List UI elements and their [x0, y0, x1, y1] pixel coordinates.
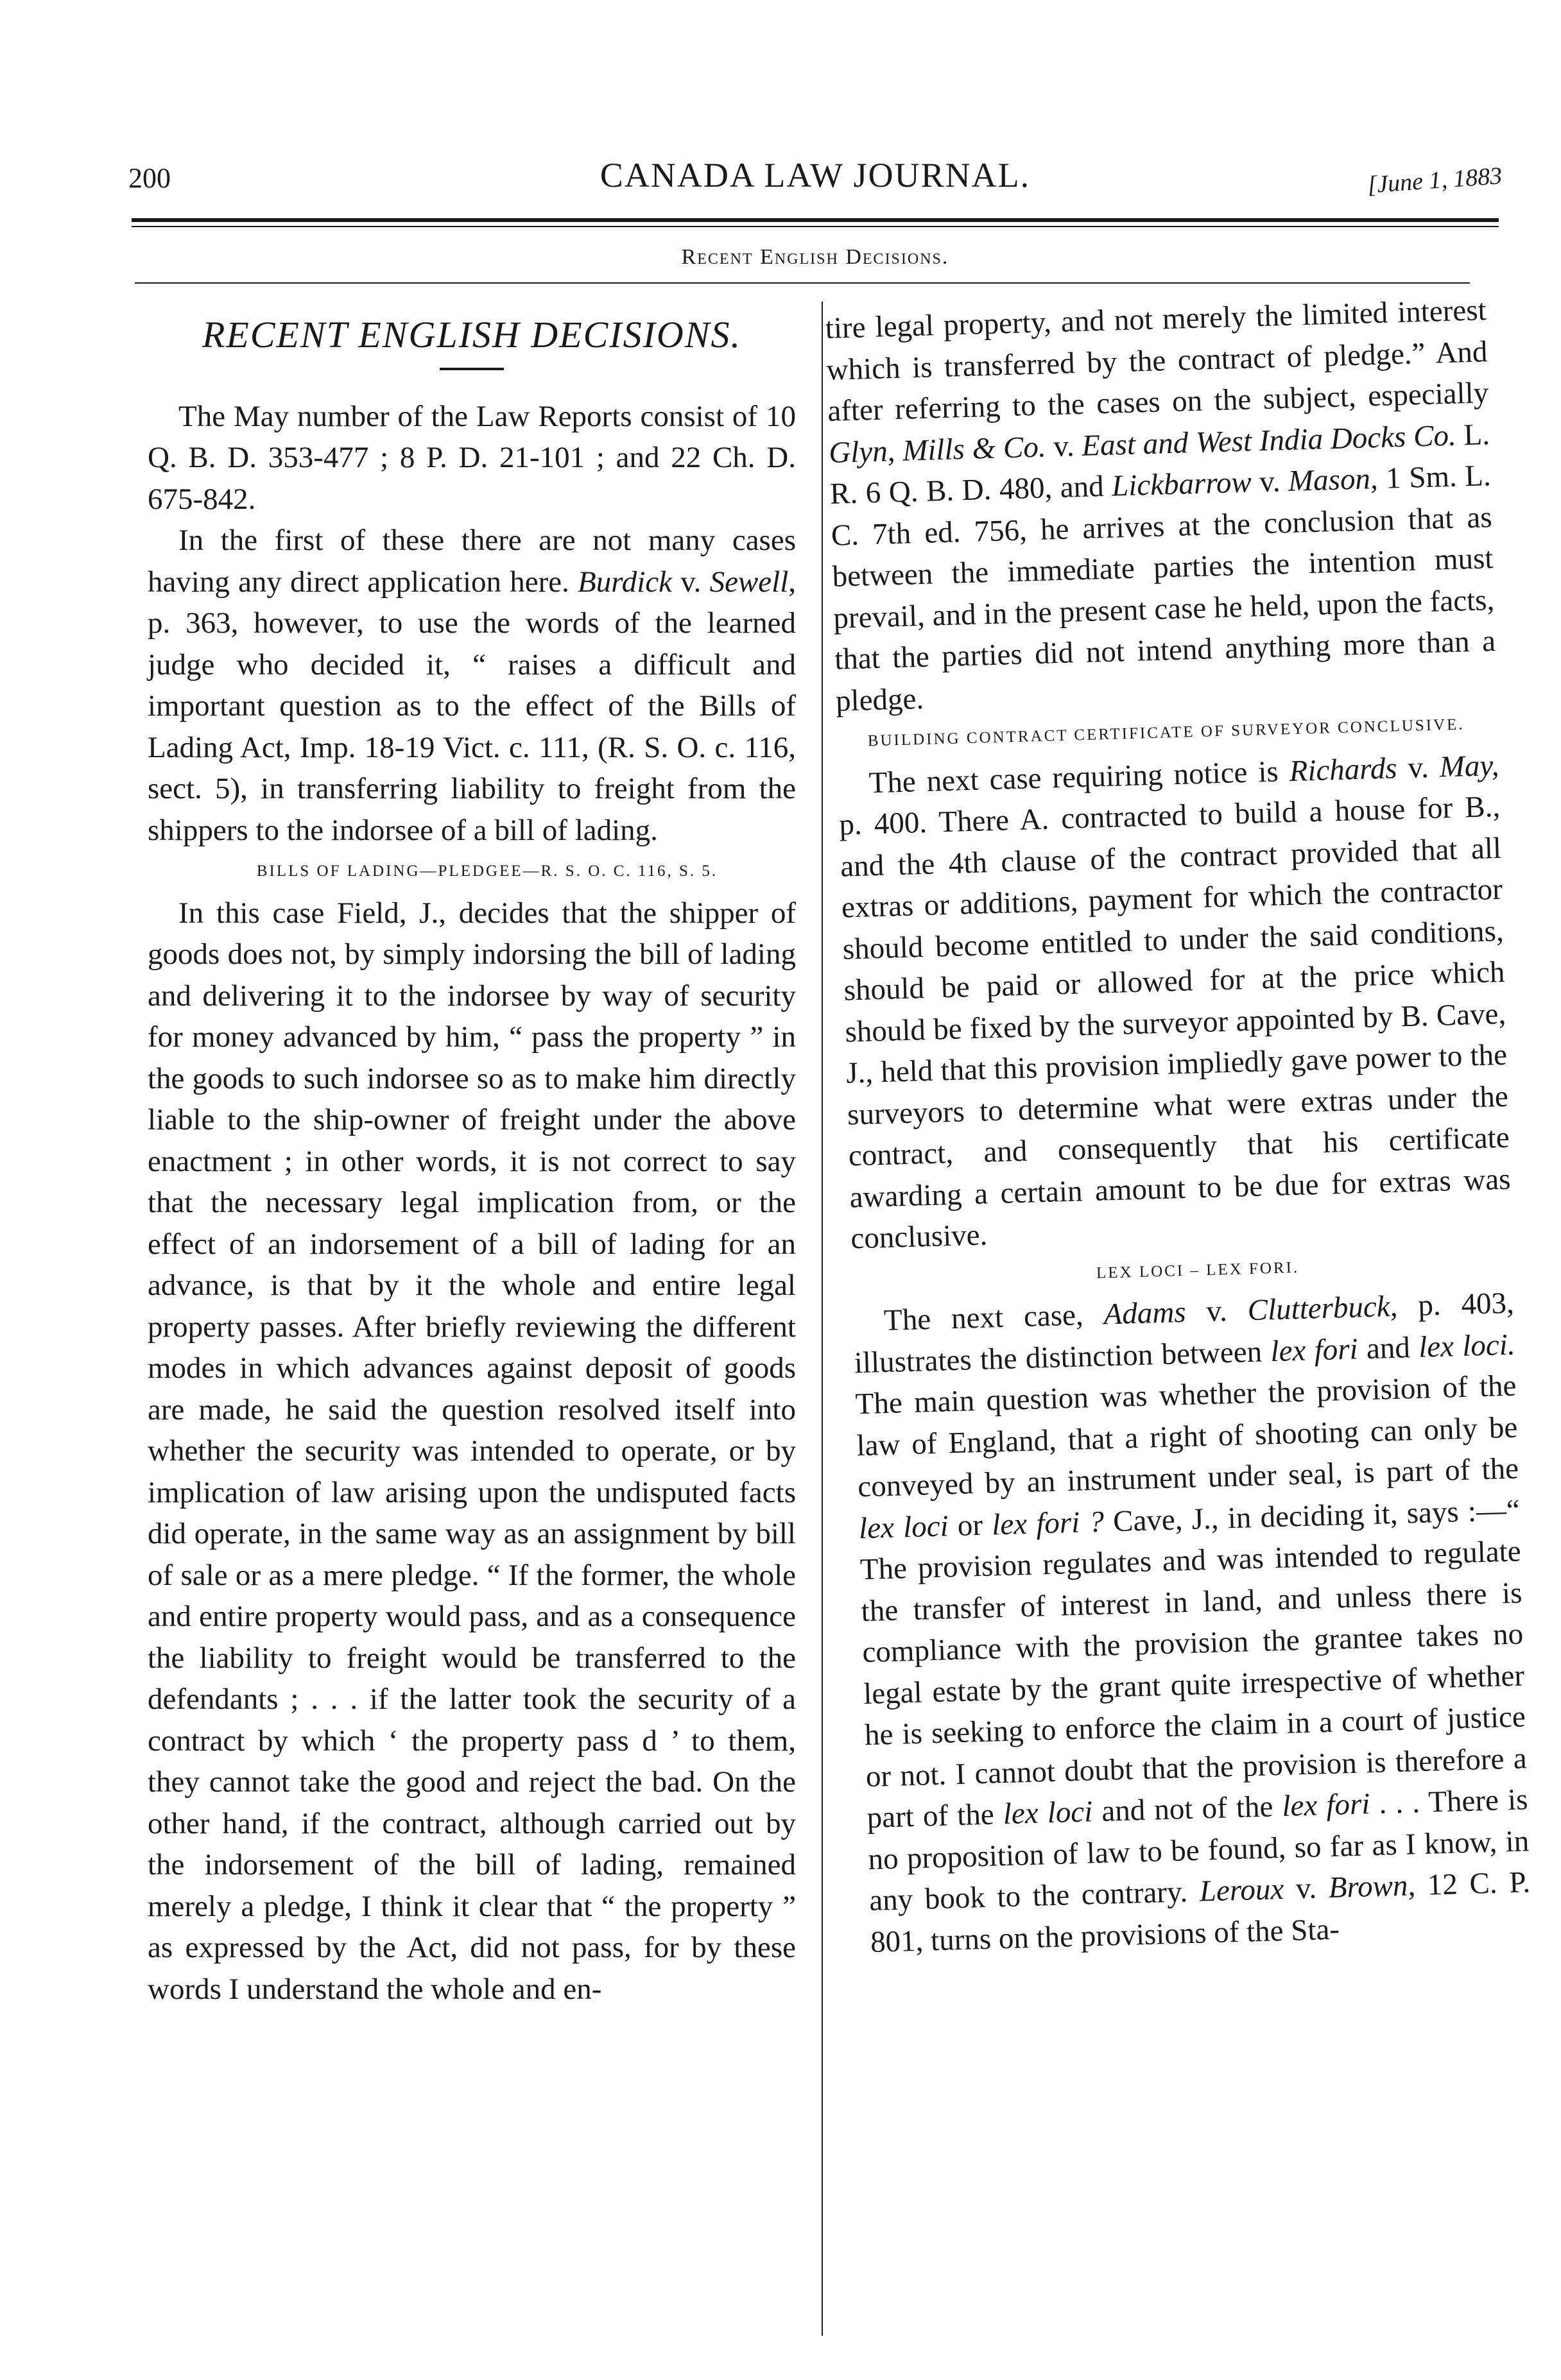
- journal-title: CANADA LAW JOURNAL.: [599, 156, 1031, 194]
- paragraph-adams: [852, 1283, 1531, 1963]
- paragraph-law-reports: The May number of the Law Reports consist of 10 Q. B. D. 353-477 ; 8 P. D. 21-101 ; and 22 Ch. D. 675-842.: [148, 399, 796, 516]
- paragraph-text: In the first of these there are not many cases having any direct application here.: [148, 524, 796, 599]
- paragraph-text: 1 Sm. L. C. 7th ed. 756, he arrives at the conclusion that as between the immediate parties the intention must prevail, and in the present case he held, upon the facts, that the parties did not intend anything more than a pledge.: [831, 459, 1496, 718]
- versus: v.: [680, 565, 702, 599]
- paragraph-pledge-continued: [825, 289, 1497, 722]
- subheading-building-contract: BUILDING CONTRACT CERTIFICATE OF SURVEYOR CONCLUSIVE.: [867, 715, 1465, 750]
- right-column: [825, 289, 1532, 1963]
- title-rule: [440, 368, 504, 370]
- versus: v.: [1205, 1294, 1228, 1328]
- latin-term: lex fori: [1281, 1787, 1370, 1824]
- paragraph-text: or: [957, 1508, 983, 1543]
- running-head-rule: [135, 282, 1470, 284]
- paragraph-richards: [838, 744, 1512, 1259]
- paragraph-text: The main question was whether the provision of the law of England, that a right of shooting can only be conveyed by an instrument under seal, is part of the: [854, 1369, 1519, 1504]
- issue-date: [June 1, 1883: [1367, 162, 1503, 199]
- subheading-lex-loci: LEX LOCI – LEX FORI.: [1096, 1258, 1300, 1282]
- versus: v.: [1259, 465, 1281, 499]
- paragraph-text: 12 C. P. 801, turns on the provisions of the Sta-: [870, 1865, 1531, 1959]
- case-name: Brown,: [1328, 1869, 1416, 1905]
- header-rule-thick: [132, 218, 1499, 222]
- versus: v.: [1407, 750, 1429, 785]
- paragraph-text: p. 400. There A. contracted to build a house for B., and the 4th clause of the contract provided that all extras or additions, payment for which the contractor should become entitled to under the said conditions, should be paid or allowed for at the price which should be fixed by the surveyor appointed by B. Cave, J., held that this provision impliedly gave power to the surveyors to determine what were extras under the contract, and consequently that his certificate awarding a certain amount to be due for extras was conclusive.: [838, 789, 1512, 1256]
- page-header: [128, 149, 1502, 207]
- paragraph-text: Cave, J., in deciding it, says :—“ The provision regulates and was intended to regulate the transfer of interest in land, and unless there is compliance with the provision the grantee takes no legal estate by the grant quite irrespective of whether he is seeking to enforce the claim in a court of justice or not. I cannot doubt that the provision is therefore a part of the: [859, 1493, 1528, 1835]
- page-number: 200: [128, 162, 171, 194]
- versus: v.: [1295, 1871, 1317, 1906]
- case-name: Sewell: [709, 565, 789, 599]
- latin-term: lex loci.: [1418, 1328, 1516, 1364]
- article-title: RECENT ENGLISH DECISIONS.: [202, 314, 742, 355]
- latin-term: lex fori ?: [991, 1505, 1105, 1541]
- paragraph-text: and not of the: [1101, 1790, 1273, 1828]
- paragraph-burdick: [148, 520, 796, 851]
- case-name: Lickbarrow: [1111, 465, 1252, 503]
- case-name: May,: [1438, 748, 1500, 784]
- case-name: Adams: [1103, 1295, 1187, 1331]
- case-name: Burdick: [578, 565, 673, 599]
- left-column: [148, 308, 796, 2010]
- case-name: Glyn, Mills & Co.: [828, 429, 1047, 470]
- latin-term: lex loci: [858, 1509, 949, 1545]
- paragraph-text: tire legal property, and not merely the limited interest which is transferred by the contract of pledge.” And after referring to the cases on the subject, especially: [825, 293, 1489, 428]
- paragraph-field-decision: In this case Field, J., decides that the shipper of goods does not, by simply indorsing the bill of lading and delivering it to the indorsee by way of security for money advanced by him, “ pass the property ” in the goods to such indorsee so as to make him directly liable to the ship-owner of freight under the above enactment ; in other words, it is not correct to say that the necessary legal implication from, or the effect of an indorsement of a bill of lading for an advance, is that by it the whole and entire legal property passes. After briefly reviewing the different modes in which advances against deposit of goods are made, he said the question resolved itself into whether the security was intended to operate, or by implication of law arising upon the undisputed facts did operate, in the same way as an assignment by bill of sale or as a mere pledge. “ If the former, the whole and entire property would pass, and as a consequence the liability to freight would be transferred to the defendants ; . . . if the latter took the security of a contract by which ‘ the property pass d ’ to them, they cannot take the good and reject the bad. On the other hand, if the contract, although carried out by the indorsement of the bill of lading, remained merely a pledge, I think it clear that “ the property ” as expressed by the Act, did not pass, for by these words I understand the whole and en-: [148, 896, 796, 2006]
- case-name: Leroux: [1199, 1872, 1284, 1908]
- paragraph-text: The next case requiring notice is: [868, 755, 1279, 800]
- paragraph-text: p. 403, illustrates the distinction between: [854, 1286, 1515, 1380]
- paragraph-text: , p. 363, however, to use the words of the learned judge who decided it, “ raises a difficult and important question as to the effect of the Bills of Lading Act, Imp. 18-19 Vict. c. 111, (R. S. O. c. 116, sect. 5), in transferring liability to freight from the shippers to the indorsee of a bill of lading.: [148, 565, 796, 847]
- paragraph-text: The next case,: [883, 1298, 1084, 1338]
- case-name: Clutterbuck,: [1246, 1289, 1399, 1328]
- paragraph-text: and: [1366, 1330, 1411, 1366]
- paragraph-text: L. R. 6 Q. B. D. 480, and: [829, 417, 1490, 511]
- case-name: East and West India Docks Co.: [1081, 418, 1457, 463]
- latin-term: lex fori: [1270, 1331, 1359, 1368]
- versus: v.: [1053, 429, 1075, 463]
- case-name: Mason,: [1288, 462, 1379, 498]
- paragraph-text: . . . There is no proposition of law to be found, so far as I know, in any book to the contrary.: [867, 1783, 1530, 1918]
- subheading-bills-of-lading: BILLS OF LADING—PLEDGEE—R. S. O. C. 116, S. 5.: [256, 862, 718, 880]
- case-name: Richards: [1288, 751, 1398, 788]
- column-divider: [822, 302, 823, 2336]
- header-rule-thin: [132, 226, 1499, 227]
- running-head: Recent English Decisions.: [681, 245, 949, 269]
- latin-term: lex loci: [1003, 1795, 1093, 1831]
